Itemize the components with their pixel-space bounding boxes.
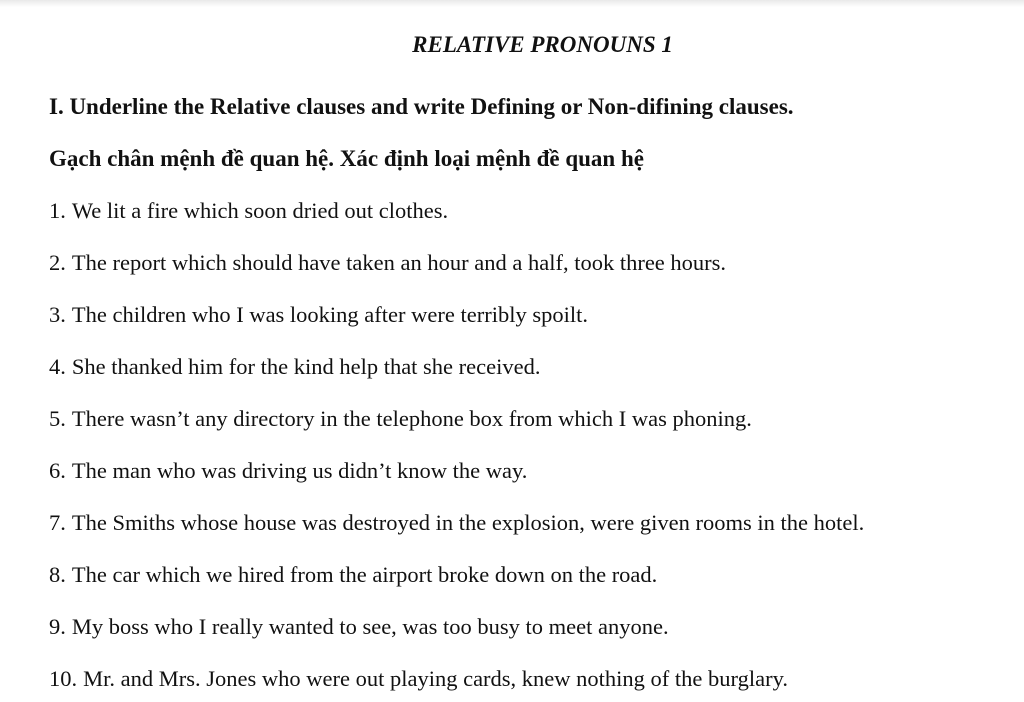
exercise-item-6 xyxy=(49,457,527,485)
item-number: 3. xyxy=(49,302,66,327)
item-text: My boss who I really wanted to see, was too busy to meet anyone. xyxy=(71,614,669,639)
exercise-item-10 xyxy=(49,665,788,693)
exercise-item-5 xyxy=(49,405,752,433)
item-text: The Smiths whose house was destroyed in the explosion, were given rooms in the hotel. xyxy=(71,510,865,535)
item-number: 5. xyxy=(49,406,66,431)
item-number: 10. xyxy=(49,666,78,691)
item-text: Mr. and Mrs. Jones who were out playing cards, knew nothing of the burglary. xyxy=(83,666,788,691)
exercise-item-2 xyxy=(49,249,726,277)
item-text: There wasn’t any directory in the telephone box from which I was phoning. xyxy=(71,406,752,431)
exercise-heading-vietnamese: Gạch chân mệnh đề quan hệ. Xác định loại mệnh đề quan hệ xyxy=(49,146,644,171)
item-text: She thanked him for the kind help that she received. xyxy=(71,354,541,379)
exercise-item-3 xyxy=(49,301,588,329)
item-number: 1. xyxy=(49,198,66,223)
exercise-item-7 xyxy=(49,509,864,537)
exercise-item-4 xyxy=(49,353,541,381)
exercise-heading-english: I. Underline the Relative clauses and write Defining or Non-difining clauses. xyxy=(49,94,794,119)
item-text: The car which we hired from the airport broke down on the road. xyxy=(71,562,658,587)
item-text: We lit a fire which soon dried out clothes. xyxy=(71,198,449,223)
exercise-item-8 xyxy=(49,561,657,589)
item-number: 6. xyxy=(49,458,66,483)
exercise-item-9 xyxy=(49,613,669,641)
item-number: 2. xyxy=(49,250,66,275)
item-text: The children who I was looking after were terribly spoilt. xyxy=(71,302,588,327)
item-number: 8. xyxy=(49,562,66,587)
exercise-item-1 xyxy=(49,197,448,225)
item-text: The man who was driving us didn’t know the way. xyxy=(71,458,528,483)
item-number: 4. xyxy=(49,354,66,379)
item-number: 7. xyxy=(49,510,66,535)
item-number: 9. xyxy=(49,614,66,639)
item-text: The report which should have taken an hour and a half, took three hours. xyxy=(71,250,727,275)
document-title: RELATIVE PRONOUNS 1 xyxy=(412,32,673,57)
